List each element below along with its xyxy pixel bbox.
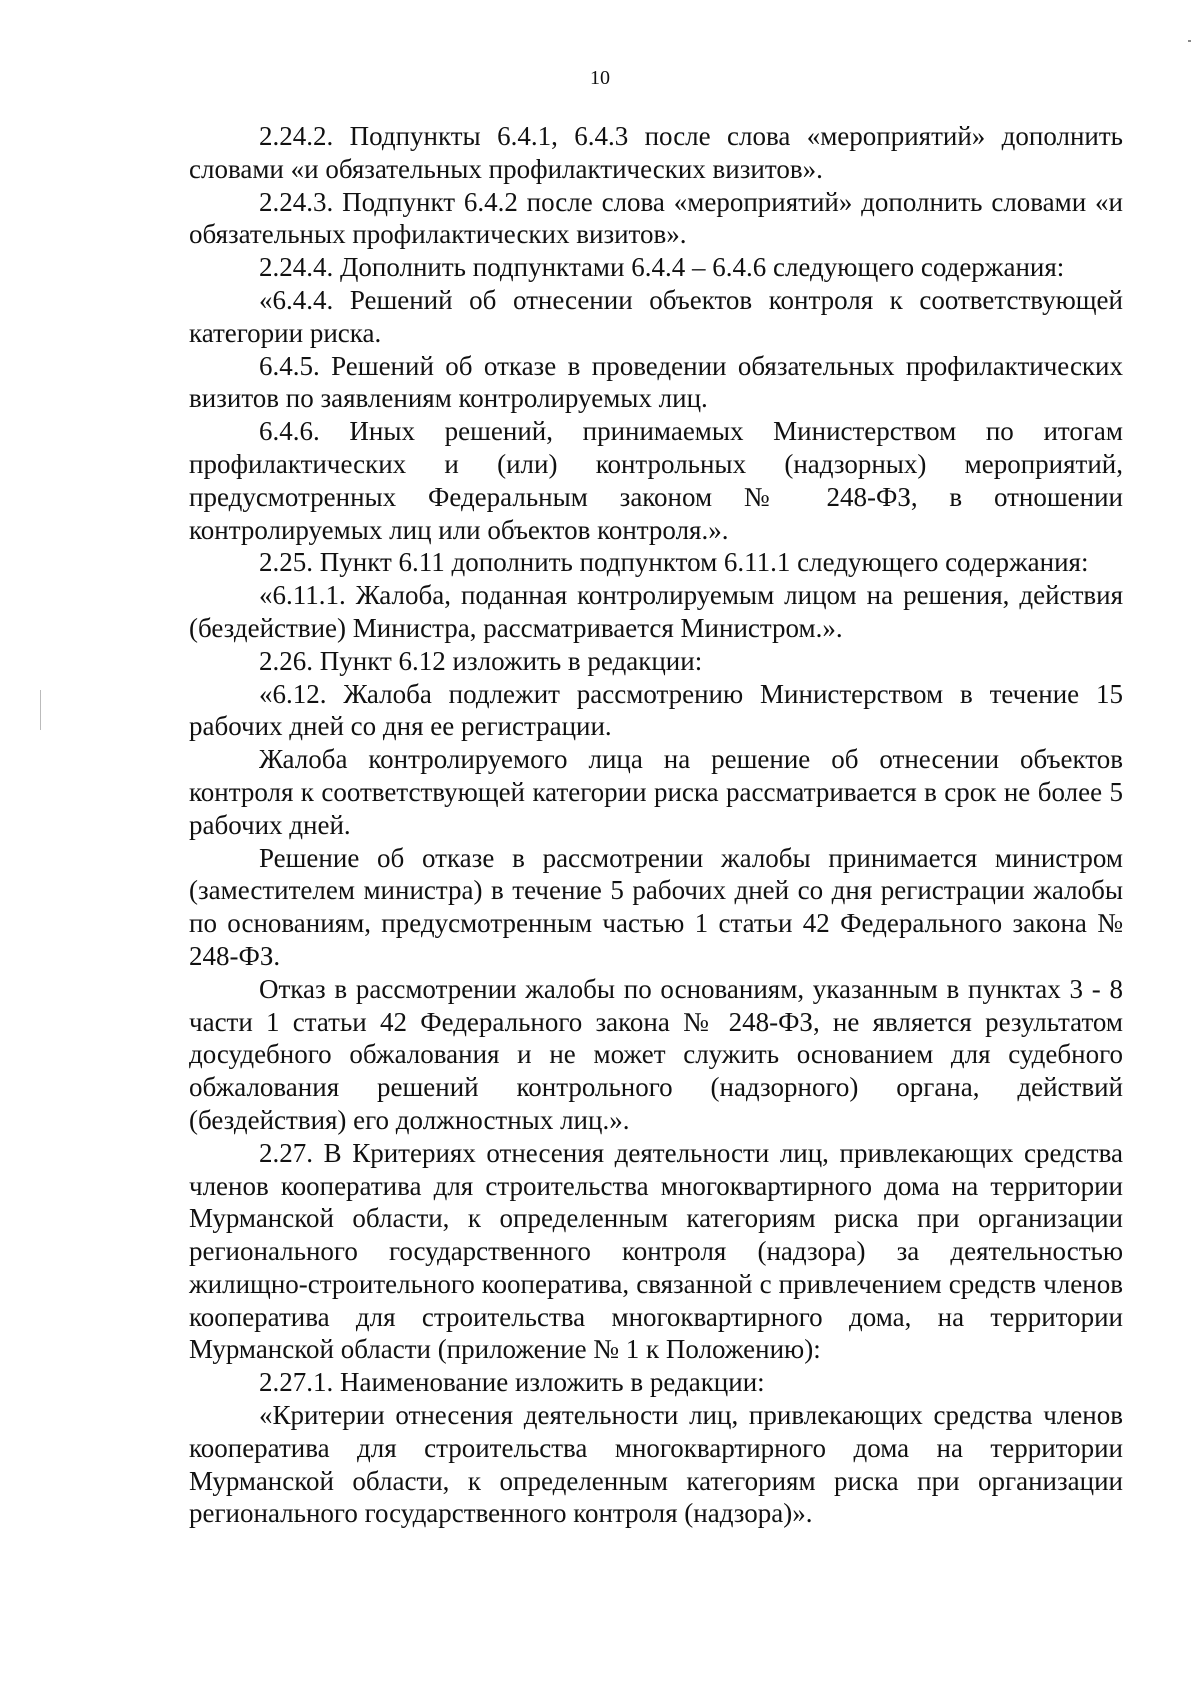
paragraph-6-12: «6.12. Жалоба подлежит рассмотрению Министерством в течение 15 рабочих дней со дня ее регистрации.	[189, 678, 1123, 742]
paragraph-criteria-title: «Критерии отнесения деятельности лиц, привлекающих средства членов кооператива для строительства многоквартирного дома на территории Мурманской области, к определенным категориям риска при организации регионального государственного контроля (надзора)».	[189, 1400, 1123, 1529]
paragraph-6-4-4: «6.4.4. Решений об отнесении объектов контроля к соответствующей категории риска.	[189, 284, 1123, 348]
paragraph-2-27-1: 2.27.1. Наименование изложить в редакции:	[259, 1367, 765, 1398]
paragraph-refusal-grounds: Отказ в рассмотрении жалобы по основаниям, указанным в пунктах 3 - 8 части 1 статьи 42 Федерального закона № 248-ФЗ, не является результатом досудебного обжалования и не может служить основанием для судебного обжалования решений контрольного (надзорного) органа, действий (бездействия) его должностных лиц.».	[189, 973, 1123, 1135]
paragraph-6-11-1: «6.11.1. Жалоба, поданная контролируемым лицом на решения, действия (бездействие) Министра, рассматривается Министром.».	[189, 580, 1123, 643]
paragraph-2-27: 2.27. В Критериях отнесения деятельности лиц, привлекающих средства членов кооператива для строительства многоквартирного дома на территории Мурманской области, к определенным категориям риска при организации регионального государственного контроля (надзора) за деятельностью жилищно-строительного кооператива, связанной с привлечением средств членов кооператива для строительства многоквартирного дома, на территории Мурманской области (приложение № 1 к Положению):	[189, 1137, 1123, 1365]
scan-artifact-margin	[40, 690, 41, 730]
document-body	[189, 120, 1123, 1530]
paragraph-2-24-2: 2.24.2. Подпункты 6.4.1, 6.4.3 после слова «мероприятий» дополнить словами «и обязательных профилактических визитов».	[189, 121, 1123, 184]
paragraph-6-4-6: 6.4.6. Иных решений, принимаемых Министерством по итогам профилактических и (или) контрольных (надзорных) мероприятий, предусмотренных Федеральным законом № 248-ФЗ, в отношении контролируемых лиц или объектов контроля.».	[189, 416, 1123, 545]
page-number: 10	[590, 67, 610, 89]
paragraph-2-24-3: 2.24.3. Подпункт 6.4.2 после слова «мероприятий» дополнить словами «и обязательных профилактических визитов».	[189, 186, 1123, 250]
scan-artifact-corner	[1188, 40, 1191, 42]
paragraph-refusal-decision: Решение об отказе в рассмотрении жалобы принимается министром (заместителем министра) в течение 5 рабочих дней со дня регистрации жалобы по основаниям, предусмотренным частью 1 статьи 42 Федерального закона № 248-ФЗ.	[189, 842, 1123, 971]
paragraph-2-24-4: 2.24.4. Дополнить подпунктами 6.4.4 – 6.4.6 следующего содержания:	[259, 252, 1065, 283]
paragraph-6-4-5: 6.4.5. Решений об отказе в проведении обязательных профилактических визитов по заявлениям контролируемых лиц.	[189, 350, 1123, 414]
paragraph-2-26: 2.26. Пункт 6.12 изложить в редакции:	[259, 645, 703, 676]
paragraph-complaint-risk-category: Жалоба контролируемого лица на решение об отнесении объектов контроля к соответствующей категории риска рассматривается в срок не более 5 рабочих дней.	[189, 744, 1123, 840]
paragraph-2-25: 2.25. Пункт 6.11 дополнить подпунктом 6.11.1 следующего содержания:	[259, 547, 1089, 578]
